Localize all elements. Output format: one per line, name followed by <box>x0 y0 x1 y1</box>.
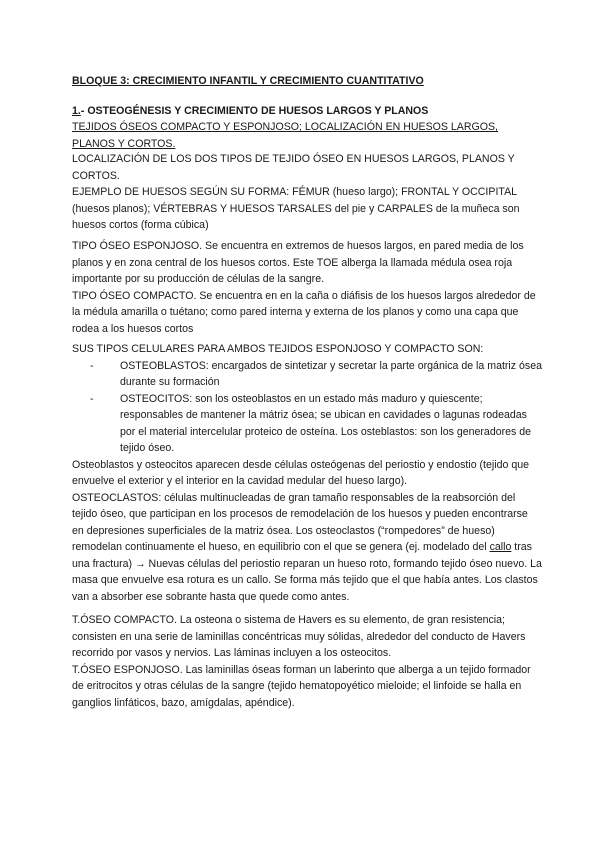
body-block-4 <box>72 612 542 711</box>
document-title: BLOQUE 3: CRECIMIENTO INFANTIL Y CRECIMIENTO CUANTITATIVO <box>72 75 424 87</box>
paragraph-examples: EJEMPLO DE HUESOS SEGÚN SU FORMA: FÉMUR (hueso largo); FRONTAL Y OCCIPITAL (huesos planos); VÉRTEBRAS Y HUESOS TARSALES del pie y CARPALES de la muñeca son huesos cortos (forma cúbica) <box>72 186 520 231</box>
body-block-3 <box>72 341 542 605</box>
paragraph-osteoclasts <box>72 490 542 606</box>
section-number: 1. <box>72 105 81 117</box>
section-heading-text: - OSTEOGÉNESIS Y CRECIMIENTO DE HUESOS LARGOS Y PLANOS <box>80 105 429 117</box>
paragraph-origin: Osteoblastos y osteocitos aparecen desde células osteógenas del periostio y endostio (tejido que envuelve el exterior y el interior en la cavidad medular del hueso largo). <box>72 458 529 487</box>
list-item: - OSTEOBLASTOS: encargados de sintetizar y secretar la parte orgánica de la matriz ósea durante su formación <box>120 358 542 391</box>
paragraph-cell-types: SUS TIPOS CELULARES PARA AMBOS TEJIDOS ESPONJOSO Y COMPACTO SON: <box>72 343 484 355</box>
section-heading <box>72 103 542 120</box>
list-item: - OSTEOCITOS: son los osteoblastos en un estado más maduro y quiescente; responsables de mantener la mátriz ósea; se ubican en cavidades o lagunas rodeadas por el material intercelular proteico de osteína. Los osteblastos: son los generadores de tejido óseo. <box>120 391 542 457</box>
paragraph-compact: TIPO ÓSEO COMPACTO. Se encuentra en en la caña o diáfisis de los huesos largos alrededor de la médula amarilla o tuétano; como pared interna y externa de los planos y como una capa que rodea a los huesos cortos <box>72 289 536 335</box>
paragraph-localization: LOCALIZACIÓN DE LOS DOS TIPOS DE TEJIDO ÓSEO EN HUESOS LARGOS, PLANOS Y CORTOS. <box>72 153 515 182</box>
callo-word: callo <box>489 541 512 553</box>
body-block-1 <box>72 151 542 234</box>
osteoclasts-text-b: tras una fractura) → Nuevas células del periostio reparan un hueso roto, formando tejido óseo nuevo. La masa que envuelve esa rotura es un callo. Se forma más tejido que el que había antes. Los clastos van a absorber ese sobrante hasta que quede como antes. <box>72 541 542 603</box>
paragraph-spongy-tissue: T.ÓSEO ESPONJOSO. Las laminillas óseas forman un laberinto que alberga a un tejido formador de eritrocitos y otras células de la sangre (tejido hematopoyético mieloide; el linfoide se halla en ganglios linfáticos, bazo, amígdalas, apéndice). <box>72 663 531 709</box>
section-subheading: TEJIDOS ÓSEOS COMPACTO Y ESPONJOSO; LOCALIZACIÓN EN HUESOS LARGOS, PLANOS Y CORTOS. <box>72 121 499 150</box>
paragraph-compact-tissue: T.ÓSEO COMPACTO. La osteona o sistema de Havers es su elemento, de gran resistencia; consisten en una serie de laminillas concéntricas muy sólidas, alrededor del conducto de Havers recorrido por vasos y nervios. Las láminas incluyen a los osteocitos. <box>72 614 526 659</box>
paragraph-spongy: TIPO ÓSEO ESPONJOSO. Se encuentra en extremos de huesos largos, en pared media de los planos y en zona central de los huesos cortos. Este TOE alberga la llamada médula osea roja importante por su producción de células de la sangre. <box>72 240 524 285</box>
cell-type-list <box>72 358 542 457</box>
osteoclasts-text-a: OSTEOCLASTOS: células multinucleadas de gran tamaño responsables de la reabsorción del tejido óseo, que participan en los procesos de remodelación de los huesos y pueden encontrarse en depresiones superficiales de la matriz ósea. Los osteoclastos (“rompedores” de hueso) remodelan continuamente el hueso, en equilibrio con el que se genera (ej. modelado del <box>72 491 528 553</box>
body-block-2 <box>72 238 542 337</box>
